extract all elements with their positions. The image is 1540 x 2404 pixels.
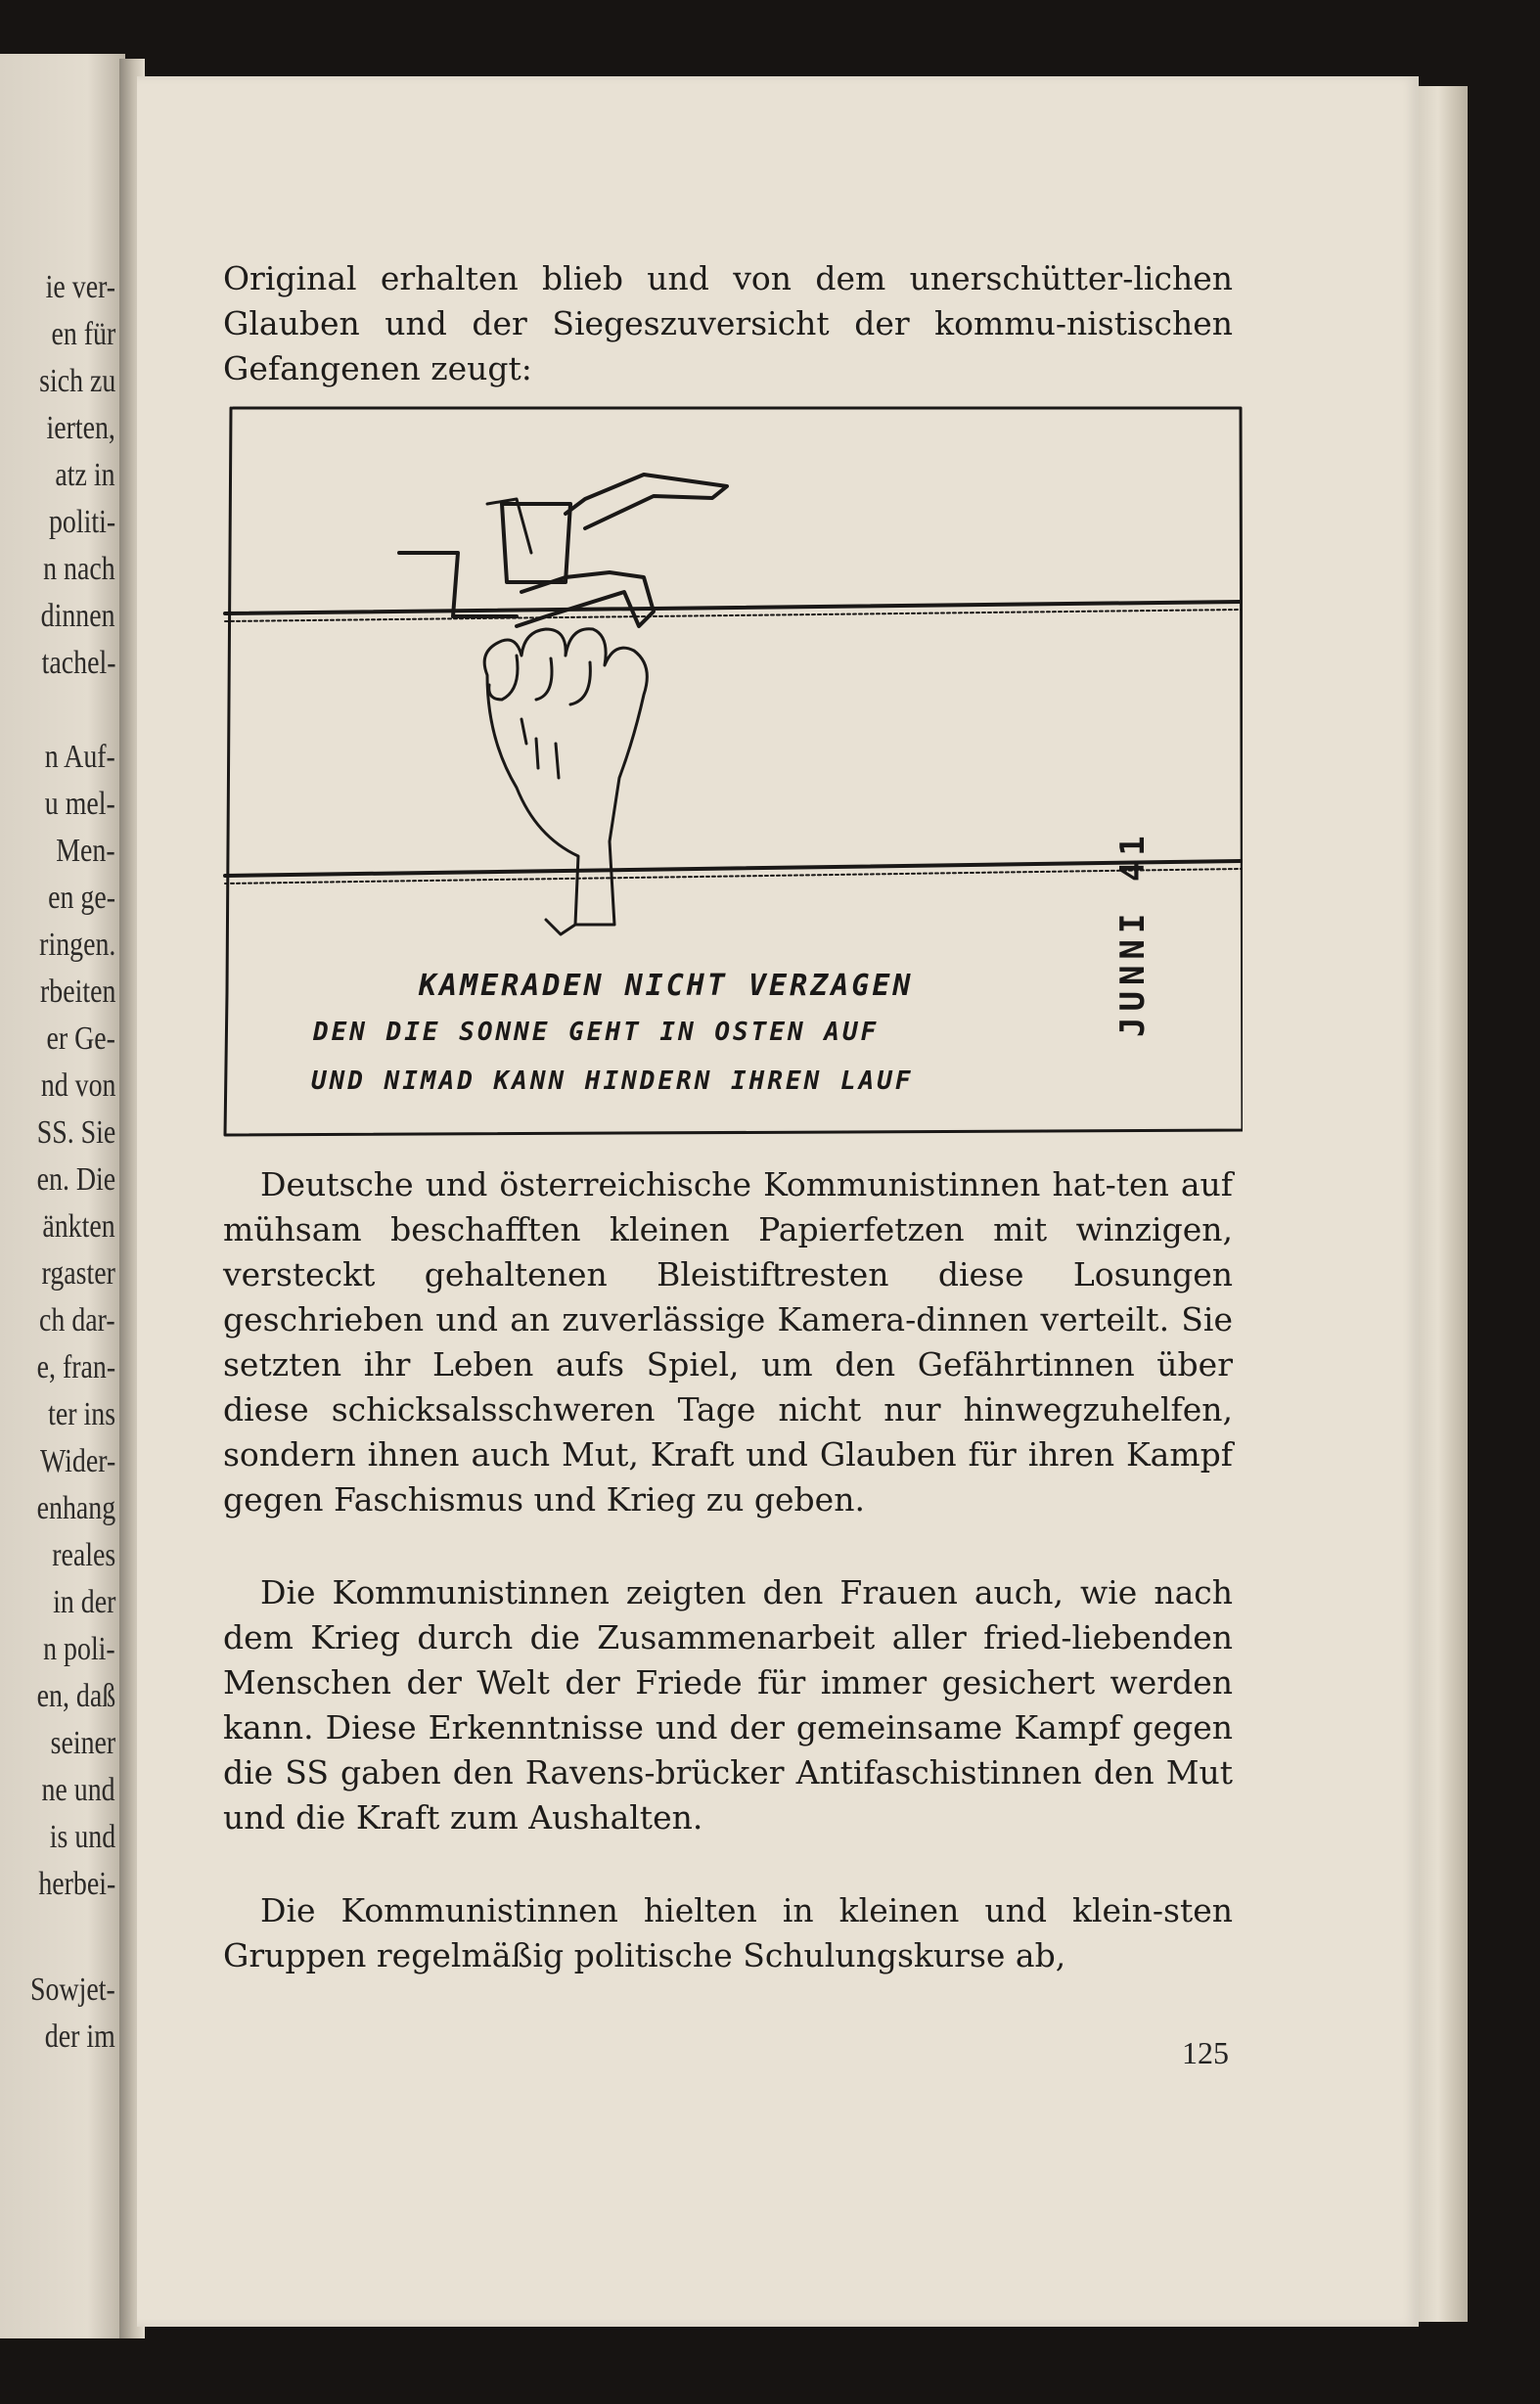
intro-paragraph: Original erhalten blieb und von dem unerschütter-lichen Glauben und der Siegeszuversicht der kommu-nistischen Gefangenen zeugt:	[223, 259, 1233, 387]
page-number: 125	[1182, 2035, 1229, 2070]
left-page-line: u mel-	[44, 786, 115, 822]
left-page-line: n poli-	[43, 1631, 115, 1667]
left-page-line: ter ins	[48, 1396, 115, 1432]
broken-swastika	[399, 504, 570, 616]
left-page-line: Wider-	[39, 1443, 115, 1479]
left-page-line: n Auf-	[44, 739, 115, 775]
paragraph-2: Die Kommunistinnen zeigten den Frauen auch, wie nach dem Krieg durch die Zusammenarbeit aller fried-liebenden Menschen der Welt der Friede für immer gesichert werden kann. Diese Erkenntnisse und der gemeinsame Kampf gegen die SS gaben den Ravens-brücker Antifaschistinnen den Mut und die Kraft zum Aushalten.	[223, 1573, 1233, 1837]
left-page-line: ie ver-	[45, 269, 115, 305]
left-page-line: herbei-	[38, 1866, 115, 1902]
left-page-line: reales	[51, 1537, 115, 1573]
left-page-line: is und	[49, 1819, 115, 1855]
left-page-line: rbeiten	[39, 974, 115, 1010]
paragraph-3: Die Kommunistinnen hielten in kleinen und klein-sten Gruppen regelmäßig politische Schulungskurse ab,	[223, 1891, 1233, 1974]
left-page-line: SS. Sie	[36, 1114, 115, 1151]
drawing-caption-line-2: DEN DIE SONNE GEHT IN OSTEN AUF	[313, 1018, 880, 1047]
left-page-line: seiner	[50, 1725, 115, 1761]
drawing-caption-line-1: KAMERADEN NICHT VERZAGEN	[419, 969, 914, 1003]
left-page-line: tachel-	[41, 645, 115, 681]
left-page-line: nd von	[40, 1067, 115, 1104]
left-page-line: ne und	[41, 1772, 115, 1808]
drawing-date: JUNNI 41	[1113, 830, 1153, 1037]
left-page-line: Men-	[56, 833, 115, 869]
left-page-line: in der	[52, 1584, 115, 1620]
left-page-line: enhang	[36, 1490, 115, 1526]
left-page-line: en. Die	[36, 1161, 115, 1198]
lower-bar-shadow	[225, 869, 1241, 884]
left-page-line: ierten,	[46, 410, 115, 446]
left-page-line: ringen.	[38, 927, 115, 963]
left-page-line: der im	[44, 2018, 115, 2055]
left-page-fragment	[0, 54, 125, 2338]
left-page-line: änkten	[42, 1208, 115, 1245]
left-page-line: er Ge-	[46, 1021, 115, 1057]
left-page-line: Sowjet-	[30, 1972, 115, 2008]
drawing-caption-line-3: UND NIMAD KANN HINDERN IHREN LAUF	[311, 1066, 914, 1096]
left-page-line: en, daß	[36, 1678, 115, 1714]
page-edges	[1419, 86, 1468, 2322]
lower-bar	[225, 861, 1241, 876]
left-page-line: n nach	[43, 551, 115, 587]
paragraph-1: Deutsche und österreichische Kommunistinnen hat-ten auf mühsam beschafften kleinen Papierfetzen mit winzigen, versteckt gehaltenen Bleistiftresten diese Losungen geschrieben und an zuverlässige Kamera-dinnen verteilt. Sie setzten ihr Leben aufs Spiel, um den Gefährtinnen über diese schicksalsschweren Tage nicht nur hinwegzuhelfen, sondern ihnen auch Mut, Kraft und Glauben für ihren Kampf gegen Faschismus und Krieg zu geben.	[223, 1165, 1233, 1519]
left-page-line: rgaster	[41, 1255, 115, 1292]
left-page-line: politi-	[48, 504, 115, 540]
left-page-line: en ge-	[48, 880, 115, 916]
left-page-line: en für	[51, 316, 115, 352]
left-page-line: dinnen	[41, 598, 115, 634]
left-page-line: e, fran-	[36, 1349, 115, 1385]
left-page-line: ch dar-	[39, 1302, 115, 1338]
left-page-line: sich zu	[38, 363, 115, 399]
left-page-line: atz in	[55, 457, 115, 493]
